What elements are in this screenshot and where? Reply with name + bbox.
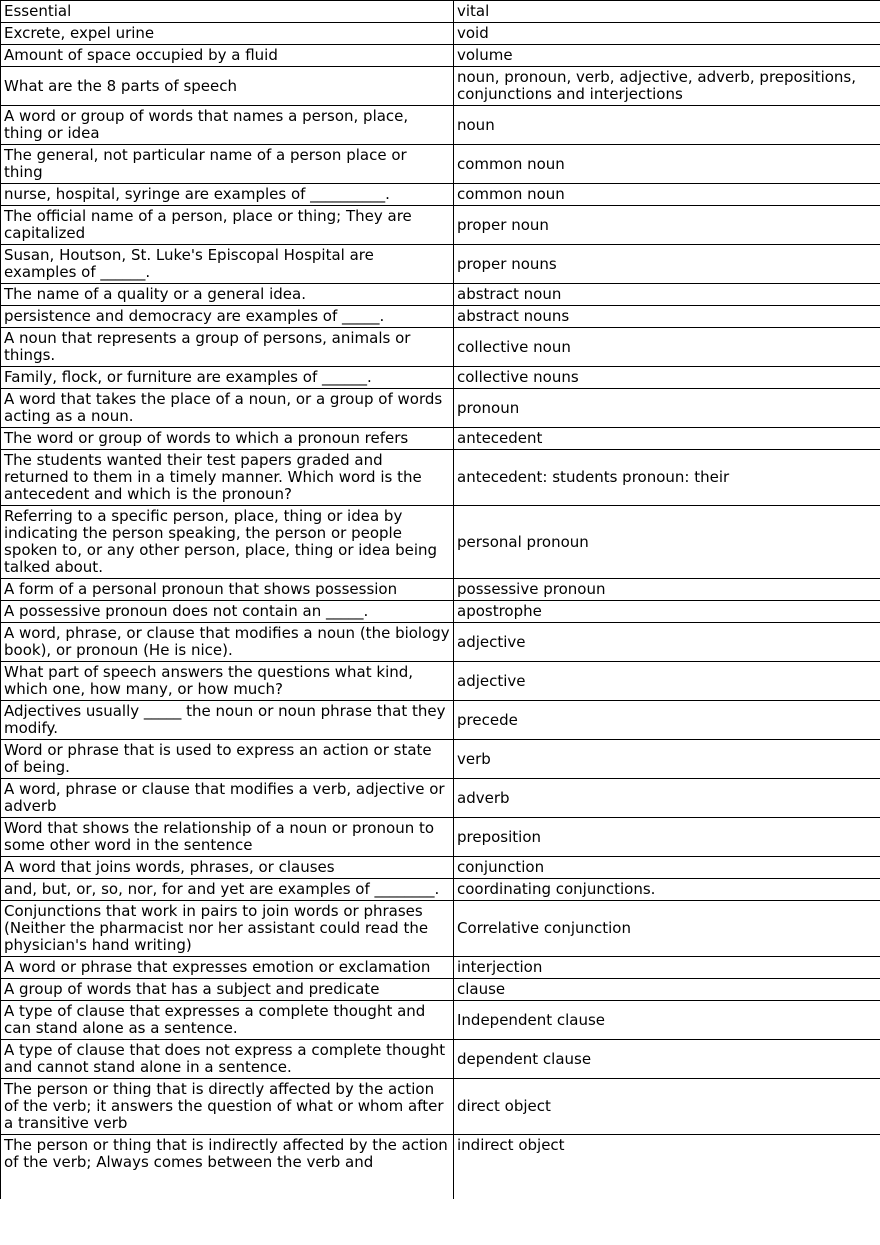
term-cell: A word that joins words, phrases, or clauses <box>1 857 454 879</box>
term-cell: The word or group of words to which a pronoun refers <box>1 428 454 450</box>
table-row <box>1 145 880 184</box>
table-row <box>1 701 880 740</box>
term-cell: Essential <box>1 1 454 23</box>
term-cell: A word, phrase, or clause that modifies a noun (the biology book), or pronoun (He is nice). <box>1 623 454 662</box>
term-cell: The person or thing that is directly affected by the action of the verb; it answers the question of what or whom after a transitive verb <box>1 1079 454 1135</box>
term-cell: Word that shows the relationship of a noun or pronoun to some other word in the sentence <box>1 818 454 857</box>
term-cell: A noun that represents a group of persons, animals or things. <box>1 328 454 367</box>
table-row <box>1 284 880 306</box>
table-row <box>1 1 880 23</box>
definition-cell: noun, pronoun, verb, adjective, adverb, prepositions, conjunctions and interjections <box>454 67 880 106</box>
definition-cell: direct object <box>454 1079 880 1135</box>
definition-cell: proper nouns <box>454 245 880 284</box>
table-row <box>1 245 880 284</box>
table-row <box>1 740 880 779</box>
term-cell: Family, flock, or furniture are examples of ______. <box>1 367 454 389</box>
table-row <box>1 601 880 623</box>
definition-cell: Independent clause <box>454 1001 880 1040</box>
table-row <box>1 662 880 701</box>
table-row <box>1 818 880 857</box>
definition-cell: common noun <box>454 184 880 206</box>
term-cell: The official name of a person, place or thing; They are capitalized <box>1 206 454 245</box>
definition-cell: void <box>454 23 880 45</box>
term-cell: A type of clause that expresses a complete thought and can stand alone as a sentence. <box>1 1001 454 1040</box>
table-row <box>1 901 880 957</box>
term-cell: Susan, Houtson, St. Luke's Episcopal Hospital are examples of ______. <box>1 245 454 284</box>
table-row <box>1 957 880 979</box>
term-cell: Word or phrase that is used to express an action or state of being. <box>1 740 454 779</box>
definition-cell: personal pronoun <box>454 506 880 579</box>
table-row <box>1 367 880 389</box>
definition-cell: adjective <box>454 623 880 662</box>
term-cell: The general, not particular name of a person place or thing <box>1 145 454 184</box>
definition-cell: common noun <box>454 145 880 184</box>
term-cell: A form of a personal pronoun that shows possession <box>1 579 454 601</box>
table-row <box>1 506 880 579</box>
table-row <box>1 184 880 206</box>
term-cell: nurse, hospital, syringe are examples of __________. <box>1 184 454 206</box>
definition-cell: Correlative conjunction <box>454 901 880 957</box>
table-row <box>1 1001 880 1040</box>
term-cell: Amount of space occupied by a fluid <box>1 45 454 67</box>
definition-cell: coordinating conjunctions. <box>454 879 880 901</box>
definition-cell: noun <box>454 106 880 145</box>
term-cell: A word or group of words that names a person, place, thing or idea <box>1 106 454 145</box>
table-row <box>1 67 880 106</box>
table-row <box>1 206 880 245</box>
term-cell: persistence and democracy are examples of _____. <box>1 306 454 328</box>
definition-cell: proper noun <box>454 206 880 245</box>
term-cell: A possessive pronoun does not contain an _____. <box>1 601 454 623</box>
table-row <box>1 1040 880 1079</box>
table-row <box>1 1079 880 1135</box>
definition-cell: vital <box>454 1 880 23</box>
table-row <box>1 450 880 506</box>
definition-cell: interjection <box>454 957 880 979</box>
definition-cell: apostrophe <box>454 601 880 623</box>
term-cell: and, but, or, so, nor, for and yet are examples of ________. <box>1 879 454 901</box>
term-cell: A type of clause that does not express a complete thought and cannot stand alone in a sentence. <box>1 1040 454 1079</box>
term-cell: A word, phrase or clause that modifies a verb, adjective or adverb <box>1 779 454 818</box>
definition-cell: abstract noun <box>454 284 880 306</box>
table-row <box>1 857 880 879</box>
definition-cell: indirect object <box>454 1135 880 1200</box>
table-row <box>1 779 880 818</box>
term-cell: Excrete, expel urine <box>1 23 454 45</box>
table-row <box>1 623 880 662</box>
term-cell: Referring to a specific person, place, thing or idea by indicating the person speaking, the person or people spoken to, or any other person, place, thing or idea being talked about. <box>1 506 454 579</box>
definition-cell: preposition <box>454 818 880 857</box>
term-cell: Conjunctions that work in pairs to join words or phrases (Neither the pharmacist nor her assistant could read the physician's hand writing) <box>1 901 454 957</box>
table-row <box>1 106 880 145</box>
table-row <box>1 428 880 450</box>
term-cell: What part of speech answers the questions what kind, which one, how many, or how much? <box>1 662 454 701</box>
definition-cell: conjunction <box>454 857 880 879</box>
table-row <box>1 328 880 367</box>
table-row <box>1 579 880 601</box>
term-cell: A word that takes the place of a noun, or a group of words acting as a noun. <box>1 389 454 428</box>
definition-cell: adverb <box>454 779 880 818</box>
definition-cell: pronoun <box>454 389 880 428</box>
definition-cell: antecedent: students pronoun: their <box>454 450 880 506</box>
table-row <box>1 879 880 901</box>
definition-cell: dependent clause <box>454 1040 880 1079</box>
definition-cell: verb <box>454 740 880 779</box>
definition-cell: abstract nouns <box>454 306 880 328</box>
table-row <box>1 45 880 67</box>
term-cell: The students wanted their test papers graded and returned to them in a timely manner. Which word is the antecedent and which is the pronoun? <box>1 450 454 506</box>
term-cell: A word or phrase that expresses emotion or exclamation <box>1 957 454 979</box>
term-cell: The person or thing that is indirectly affected by the action of the verb; Always comes between the verb and <box>1 1135 454 1200</box>
term-cell: Adjectives usually _____ the noun or noun phrase that they modify. <box>1 701 454 740</box>
definition-cell: collective noun <box>454 328 880 367</box>
table-row <box>1 23 880 45</box>
table-row <box>1 389 880 428</box>
term-cell: A group of words that has a subject and predicate <box>1 979 454 1001</box>
definition-cell: antecedent <box>454 428 880 450</box>
table-row <box>1 1135 880 1200</box>
table-row <box>1 306 880 328</box>
definition-cell: possessive pronoun <box>454 579 880 601</box>
term-cell: The name of a quality or a general idea. <box>1 284 454 306</box>
definition-cell: adjective <box>454 662 880 701</box>
definition-cell: clause <box>454 979 880 1001</box>
definition-cell: volume <box>454 45 880 67</box>
definition-cell: collective nouns <box>454 367 880 389</box>
definition-cell: precede <box>454 701 880 740</box>
table-row <box>1 979 880 1001</box>
term-cell: What are the 8 parts of speech <box>1 67 454 106</box>
